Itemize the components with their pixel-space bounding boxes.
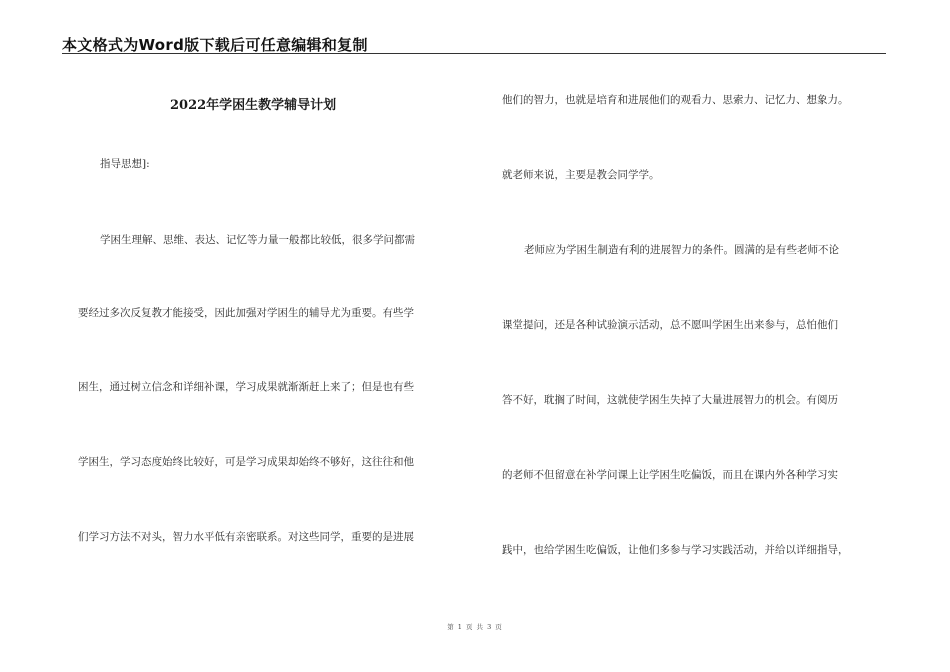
- right-column-line: 践中，也给学困生吃偏饭，让他们多参与学习实践活动，并给以详细指导，: [502, 544, 849, 556]
- header-divider: [62, 53, 886, 54]
- right-column-line: 答不好，耽搁了时间，这就使学困生失掉了大量进展智力的机会。有阅历: [502, 394, 838, 406]
- right-column-line: 他们的智力，也就是培育和进展他们的观看力、思索力、记忆力、想象力。: [502, 94, 849, 106]
- page-indicator: 第 1 页 共 3 页: [447, 623, 503, 631]
- left-column-line: 困生，通过树立信念和详细补课，学习成果就渐渐赶上来了；但是也有些: [78, 381, 414, 393]
- right-column-line: 老师应为学困生制造有利的进展智力的条件。圆满的是有些老师不论: [524, 244, 839, 256]
- left-column-line: 们学习方法不对头，智力水平低有亲密联系。对这些同学，重要的是进展: [78, 531, 414, 543]
- left-column-line: 要经过多次反复教才能接受，因此加强对学困生的辅导尤为重要。有些学: [78, 307, 414, 319]
- left-column-line: 指导思想]:: [100, 158, 150, 170]
- right-column-line: 就老师来说，主要是教会同学学。: [502, 169, 660, 181]
- document-title: 2022年学困生教学辅导计划: [170, 98, 337, 113]
- document-header-banner: 本文格式为Word版下载后可任意编辑和复制: [62, 36, 368, 54]
- left-column-line: 学困生理解、思维、表达、记忆等力量一般都比较低，很多学问都需: [100, 234, 415, 246]
- left-column-line: 学困生，学习态度始终比较好，可是学习成果却始终不够好，这往往和他: [78, 456, 414, 468]
- right-column-line: 的老师不但留意在补学问课上让学困生吃偏饭，而且在课内外各种学习实: [502, 469, 838, 481]
- right-column-line: 课堂提问，还是各种试验演示活动，总不愿叫学困生出来参与，总怕他们: [502, 319, 838, 331]
